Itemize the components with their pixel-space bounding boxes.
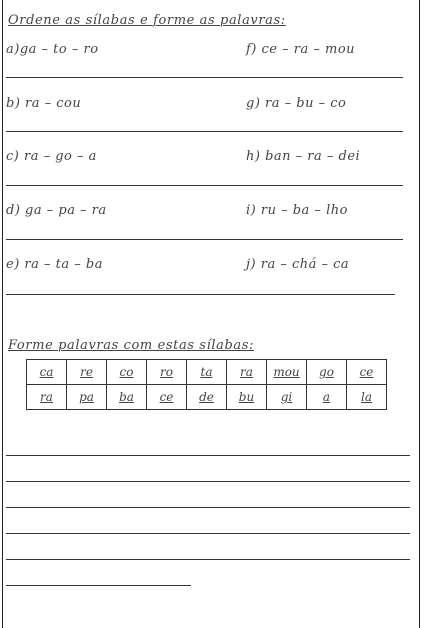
syllable-cell: co	[107, 360, 147, 385]
exercise-e: e) ra – ta – ba	[6, 257, 103, 272]
syllable-cell: gi	[267, 385, 307, 410]
exercise-i: i) ru – ba – lho	[246, 203, 348, 218]
answer-line-row-1[interactable]	[6, 77, 403, 78]
writing-line-6[interactable]	[6, 585, 191, 586]
syllable-cell: ca	[27, 360, 67, 385]
syllable-cell: a	[307, 385, 347, 410]
exercise-c: c) ra – go – a	[6, 149, 97, 164]
exercise-f: f) ce – ra – mou	[246, 42, 356, 57]
syllable-cell: pa	[67, 385, 107, 410]
exercise-b: b) ra – cou	[6, 96, 82, 111]
writing-line-5[interactable]	[6, 559, 410, 560]
syllable-row-2	[27, 385, 387, 410]
syllable-cell: ba	[107, 385, 147, 410]
exercise-a: a)ga – to – ro	[6, 42, 99, 57]
syllable-table	[26, 359, 387, 410]
syllable-cell: ce	[347, 360, 387, 385]
writing-line-2[interactable]	[6, 481, 410, 482]
exercise-g: g) ra – bu – co	[246, 96, 347, 111]
form-title: Forme palavras com estas sílabas:	[8, 338, 254, 353]
syllable-cell: ra	[27, 385, 67, 410]
page-left-border	[2, 0, 3, 628]
syllable-row-1	[27, 360, 387, 385]
writing-line-1[interactable]	[6, 455, 410, 456]
exercise-j: j) ra – chá – ca	[246, 257, 350, 272]
exercise-d: d) ga – pa – ra	[6, 203, 107, 218]
syllable-cell: de	[187, 385, 227, 410]
answer-line-row-2[interactable]	[6, 131, 403, 132]
syllable-cell: ro	[147, 360, 187, 385]
answer-line-row-4[interactable]	[6, 239, 403, 240]
answer-line-row-3[interactable]	[6, 185, 403, 186]
syllable-cell: ra	[227, 360, 267, 385]
syllable-cell: la	[347, 385, 387, 410]
syllable-cell: ce	[147, 385, 187, 410]
writing-line-3[interactable]	[6, 507, 410, 508]
syllable-cell: bu	[227, 385, 267, 410]
syllable-cell: ta	[187, 360, 227, 385]
order-title: Ordene as sílabas e forme as palavras:	[8, 13, 286, 28]
exercise-h: h) ban – ra – dei	[246, 149, 361, 164]
page-right-border	[419, 0, 420, 628]
writing-line-4[interactable]	[6, 533, 410, 534]
syllable-cell: go	[307, 360, 347, 385]
syllable-cell: re	[67, 360, 107, 385]
syllable-cell: mou	[267, 360, 307, 385]
answer-line-row-5[interactable]	[6, 294, 395, 295]
